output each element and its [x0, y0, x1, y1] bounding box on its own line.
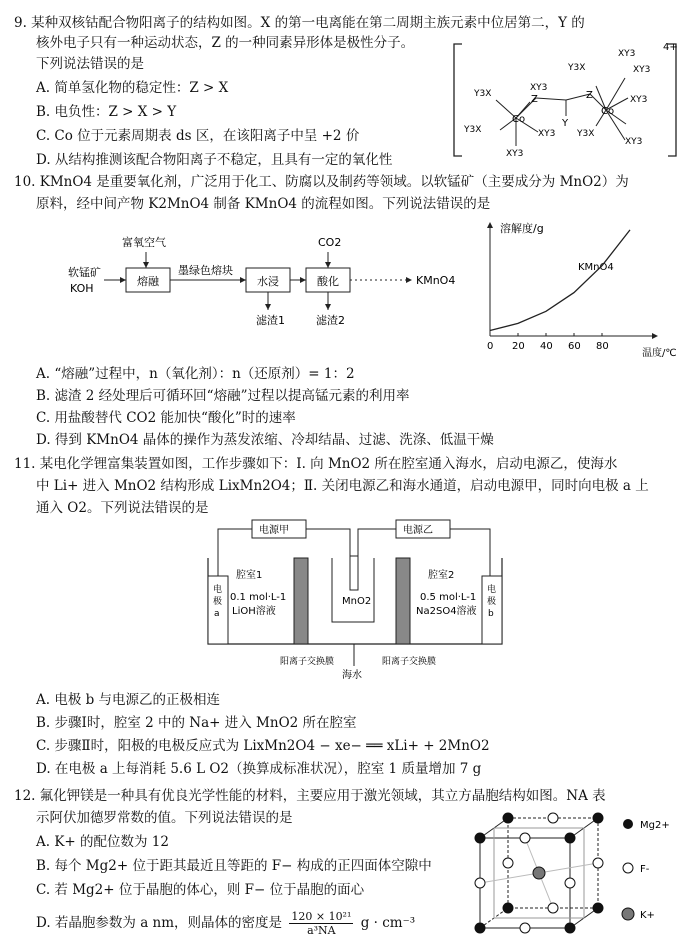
electrode-a-label: 电极 a: [213, 585, 223, 619]
q12-density-denominator: a³NA: [307, 924, 336, 937]
q10-option-d[interactable]: D. 得到 KMnO4 晶体的操作为蒸发浓缩、冷却结晶、过滤、洗涤、低温干燥: [36, 432, 494, 448]
x-tick-label: 40: [540, 341, 553, 352]
q12-option-a[interactable]: A. K+ 的配位数为 12: [36, 834, 169, 850]
ligand-xy3-1: XY3: [530, 83, 548, 93]
q12-density-unit: g · cm⁻³: [360, 915, 416, 931]
chart-xlabel: 温度/℃: [642, 348, 677, 359]
q9-stem-line2: 核外电子只有一种运动状态，Z 的一种同素异形体是极性分子。: [36, 35, 415, 51]
q10-option-a[interactable]: A. “熔融”过程中，n（氧化剂）：n（还原剂）= 1：2: [36, 366, 355, 382]
q9-option-c[interactable]: C. Co 位于元素周期表 ds 区，在该阳离子中呈 +2 价: [36, 128, 360, 144]
membrane-right: [396, 558, 410, 644]
chart-ylabel: 溶解度/g: [500, 222, 544, 235]
x-tick-label: 60: [568, 341, 581, 352]
q11-option-d[interactable]: D. 在电极 a 上每消耗 5.6 L O2（换算成标准状况），腔室 1 质量增加 7 g: [36, 761, 482, 777]
co-atom-left: Co: [512, 114, 526, 125]
chamber1-conc: 0.1 mol·L-1: [230, 592, 287, 603]
ligand-y3x-2: Y3X: [464, 125, 482, 135]
q11-option-a[interactable]: A. 电极 b 与电源乙的正极相连: [36, 692, 221, 708]
ligand-xy3-2: XY3: [538, 129, 556, 139]
flow-intermediate: 墨绿色熔块: [178, 264, 233, 277]
q10-stem-line1: 10. KMnO4 是重要氧化剂，广泛用于化工、防腐以及制药等领域。以软锰矿（主要成分为 MnO2）为: [14, 174, 629, 190]
x-tick-label: 20: [512, 341, 525, 352]
q12-option-c[interactable]: C. 若 Mg2+ 位于晶胞的体心，则 F− 位于晶胞的面心: [36, 882, 365, 898]
legend-k-icon: [622, 908, 634, 920]
ligand-xy3-4: XY3: [618, 49, 636, 59]
chamber1-label: 腔室1: [236, 570, 263, 581]
legend-k-label: K+: [640, 910, 655, 921]
ligand-xy3-5: XY3: [633, 65, 651, 75]
q11-stem-line3: 通入 O2。下列说法错误的是: [36, 500, 209, 516]
q11-option-b[interactable]: B. 步骤Ⅰ时，腔室 2 中的 Na+ 进入 MnO2 所在腔室: [36, 715, 357, 731]
membrane-right-label: 阳离子交换膜: [382, 657, 437, 667]
flow-co2: CO2: [318, 236, 342, 249]
mno2-electrode: [350, 556, 358, 590]
z-atom-left: Z: [531, 94, 538, 105]
x-tick-label: 80: [596, 341, 609, 352]
flow-step-leach-label: 水浸: [257, 275, 279, 288]
q9-option-a[interactable]: A. 简单氢化物的稳定性：Z > X: [36, 80, 229, 96]
seawater-label: 海水: [342, 670, 362, 681]
legend-f-label: F-: [640, 864, 650, 875]
flow-air: 富氧空气: [122, 236, 166, 249]
chart-series-label: KMnO4: [578, 262, 614, 273]
chamber2-solution: Na2SO4溶液: [416, 606, 477, 617]
ligand-y3x-1: Y3X: [474, 89, 492, 99]
q9-stem-line3: 下列说法错误的是: [36, 56, 144, 72]
k-ion-center: [533, 867, 545, 879]
flow-input-koh: KOH: [70, 282, 94, 295]
q11-electrochem-device: [200, 518, 510, 690]
q10-option-c[interactable]: C. 用盐酸替代 CO2 能加快“酸化”时的速率: [36, 410, 296, 426]
x-axis-arrow: [652, 333, 658, 339]
legend-mg-icon: [623, 819, 633, 829]
q11-stem-line1: 11. 某电化学锂富集装置如图，工作步骤如下：Ⅰ. 向 MnO2 所在腔室通入海水，启动电源乙，使海水: [14, 456, 618, 472]
q12-stem-line1: 12. 氟化钾镁是一种具有优良光学性能的材料，主要应用于激光领域，其立方晶胞结构如图。NA 表: [14, 788, 606, 804]
power-supply-a-label: 电源甲: [259, 525, 289, 536]
q12-density-fraction: [289, 910, 353, 937]
x-tick-label: 0: [487, 341, 494, 352]
membrane-left-label: 阳离子交换膜: [280, 657, 335, 667]
q12-option-b[interactable]: B. 每个 Mg2+ 位于距其最近且等距的 F− 构成的正四面体空隙中: [36, 858, 432, 874]
chamber2-label: 腔室2: [428, 570, 455, 581]
q9-complex-structure: [450, 40, 685, 160]
ligand-xy3-3: XY3: [506, 149, 524, 159]
flow-product: KMnO4: [416, 274, 456, 287]
ligand-y3x-3: Y3X: [568, 63, 586, 73]
y-atom-bridge: Y: [562, 118, 569, 129]
flow-residue-1: 滤渣1: [256, 314, 285, 327]
ligand-xy3-6: XY3: [630, 95, 648, 105]
flow-input-ore: 软锰矿: [68, 266, 101, 279]
q12-stem-line2: 示阿伏加德罗常数的值。下列说法错误的是: [36, 810, 293, 826]
q12-option-d-text: D. 若晶胞参数为 a nm，则晶体的密度是: [36, 915, 283, 931]
complex-charge: 4+: [663, 42, 678, 53]
q11-option-c[interactable]: C. 步骤Ⅱ时，阳极的电极反应式为 LixMn2O4 − xe− ══ xLi+ + 2MnO2: [36, 738, 490, 754]
kmno4-solubility-curve: [490, 230, 630, 331]
mno2-label: MnO2: [342, 596, 372, 607]
q11-stem-line2: 中 Li+ 进入 MnO2 结构形成 LixMn2O4；Ⅱ. 关闭电源乙和海水通道，启动电源甲，同时向电极 a 上: [36, 478, 649, 494]
flow-step-melt-label: 熔融: [137, 275, 159, 288]
chamber1-solution: LiOH溶液: [232, 606, 276, 617]
legend-mg-label: Mg2+: [640, 820, 670, 831]
q9-option-d[interactable]: D. 从结构推测该配合物阳离子不稳定，且具有一定的氧化性: [36, 152, 393, 168]
q12-crystal-cell: [468, 810, 690, 944]
co-atom-right: Co: [601, 106, 615, 117]
q12-option-d[interactable]: [36, 910, 415, 937]
z-atom-right: Z: [586, 90, 593, 101]
ligand-y3x-4: Y3X: [577, 129, 595, 139]
q9-stem-line1: 9. 某种双核钴配合物阳离子的结构如图。X 的第一电离能在第二周期主族元素中位居第二，Y 的: [14, 15, 585, 31]
q10-option-b[interactable]: B. 滤渣 2 经处理后可循环回“熔融”过程以提高锰元素的利用率: [36, 388, 410, 404]
flow-residue-2: 滤渣2: [316, 314, 345, 327]
legend-f-icon: [623, 863, 633, 873]
ligand-xy3-7: XY3: [625, 137, 643, 147]
y-axis-arrow: [487, 222, 493, 228]
q10-flowchart: [60, 228, 480, 338]
chamber2-conc: 0.5 mol·L-1: [420, 592, 477, 603]
membrane-left: [294, 558, 308, 644]
q12-density-numerator: 120 × 10²¹: [291, 910, 352, 923]
q10-stem-line2: 原料，经中间产物 K2MnO4 制备 KMnO4 的流程如图。下列说法错误的是: [36, 196, 491, 212]
q10-solubility-chart: [470, 218, 682, 360]
flow-step-acidify-label: 酸化: [317, 275, 339, 288]
electrode-b-label: 电极 b: [487, 585, 497, 619]
power-supply-b-label: 电源乙: [403, 525, 433, 536]
q9-option-b[interactable]: B. 电负性：Z > X > Y: [36, 104, 177, 120]
